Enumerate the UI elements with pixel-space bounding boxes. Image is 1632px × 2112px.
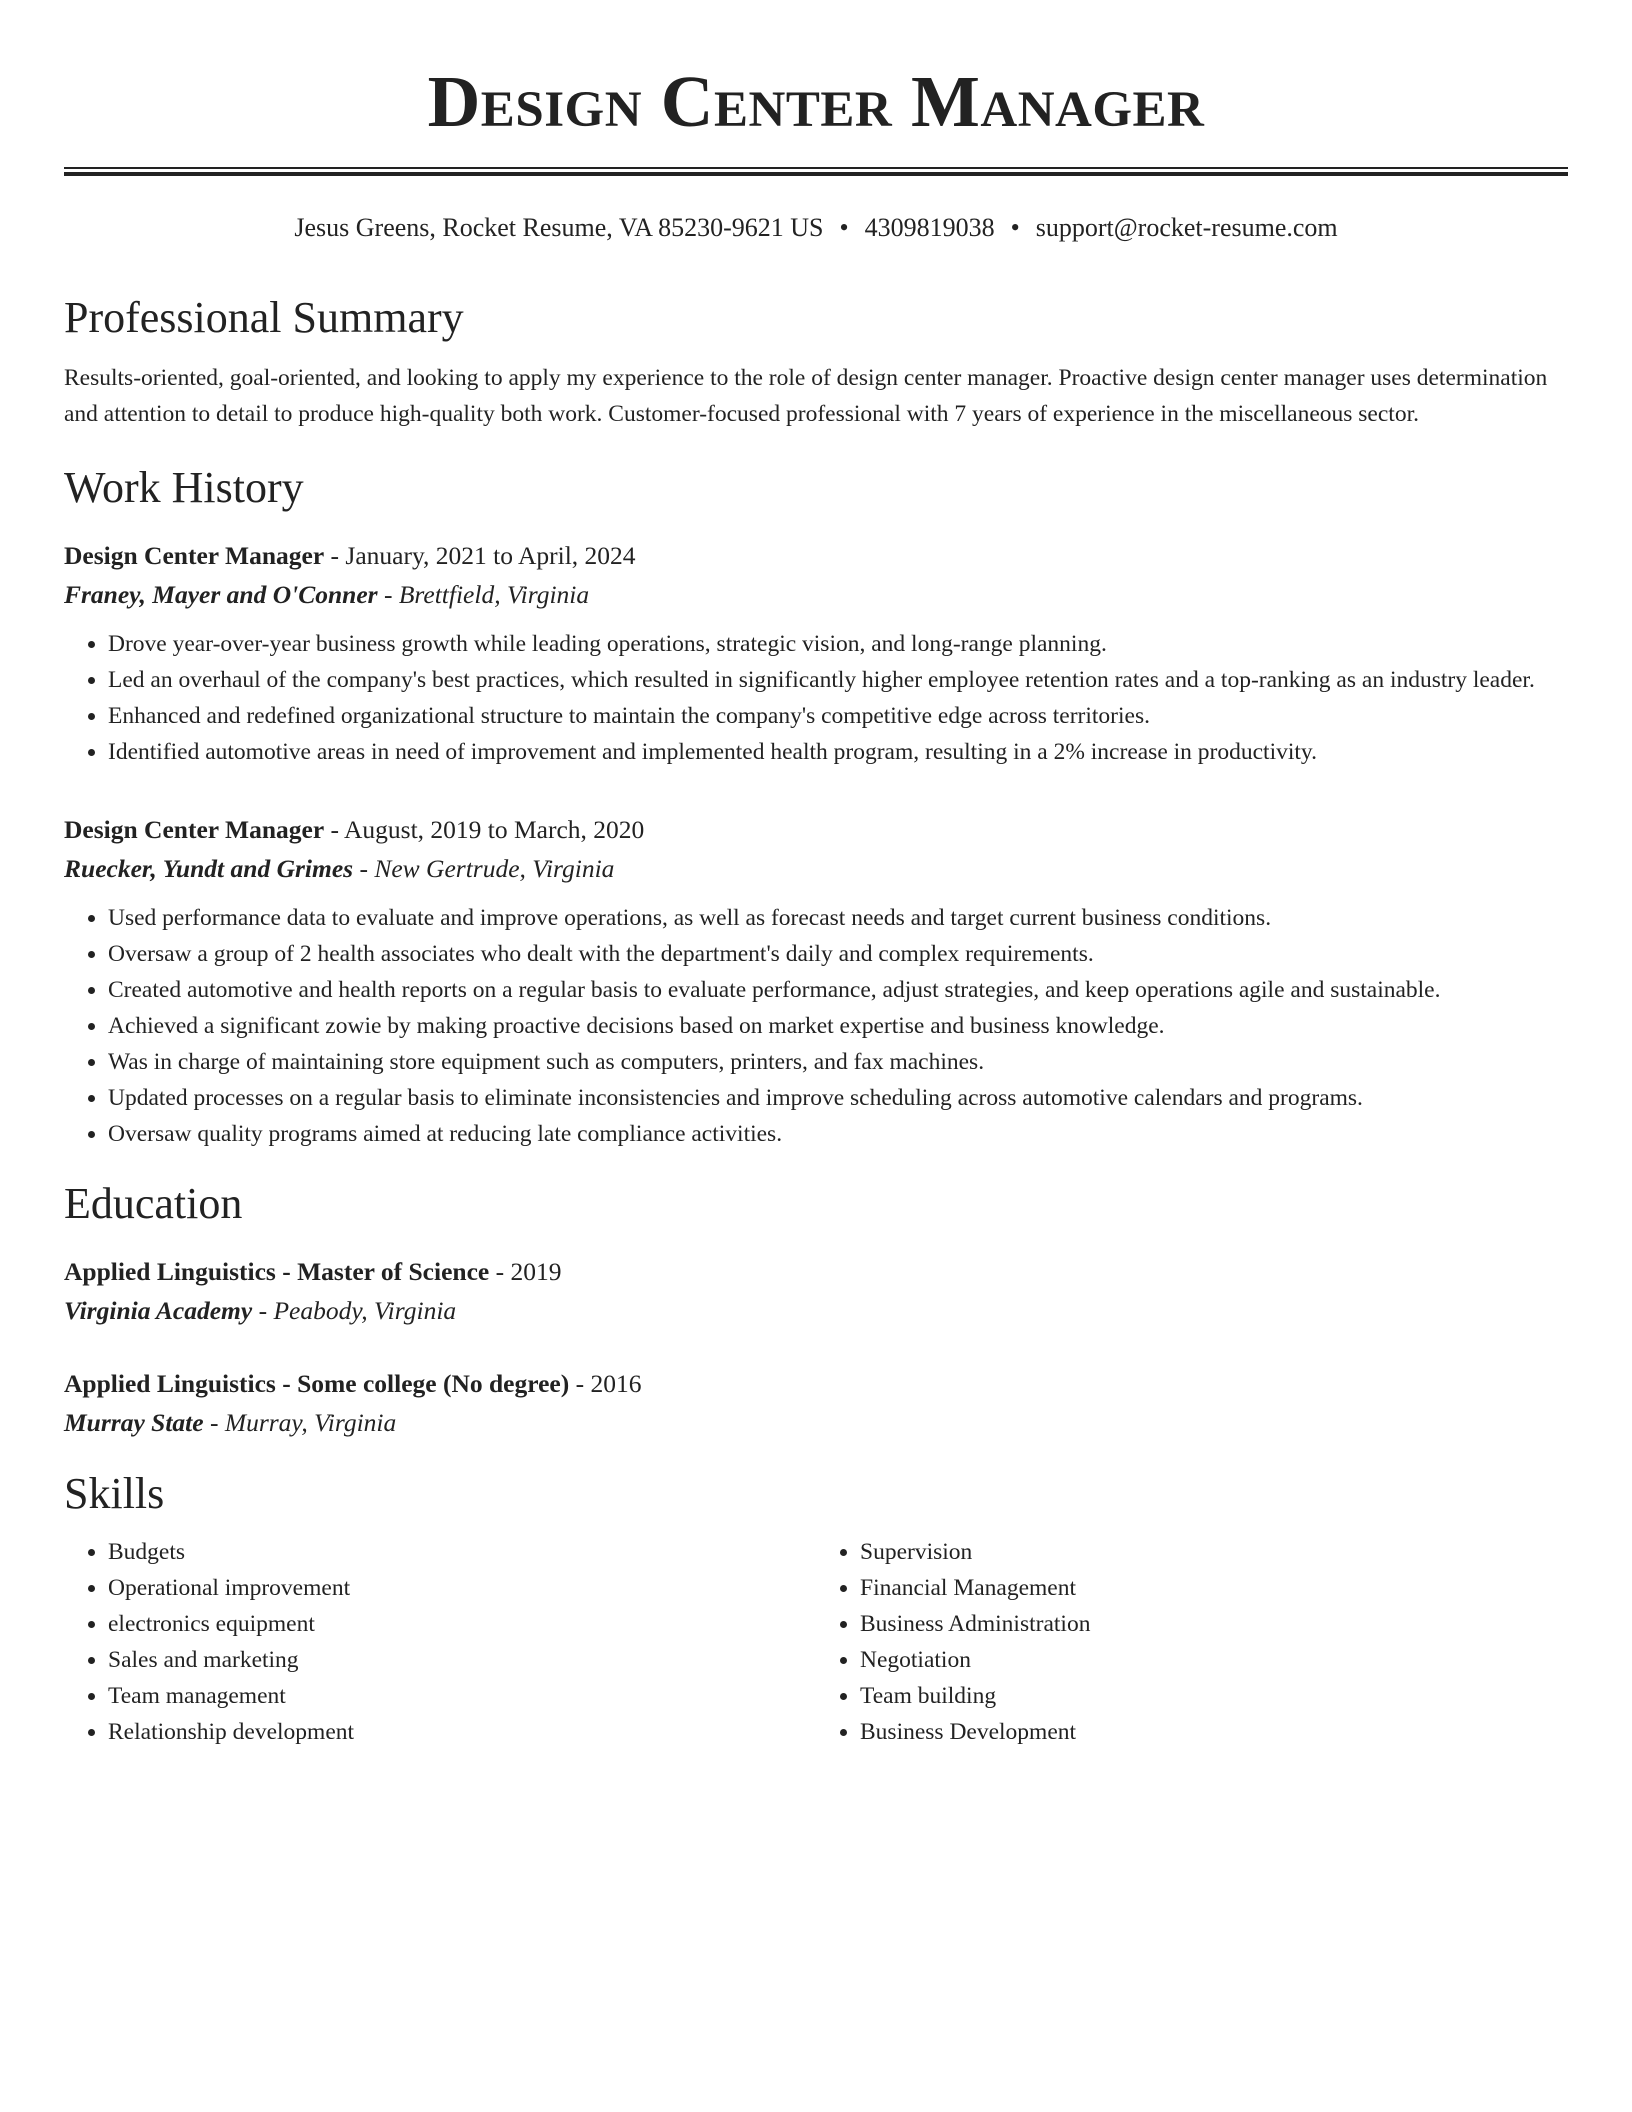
- job-company: Ruecker, Yundt and Grimes: [64, 854, 354, 883]
- resume-name: Design Center Manager: [427, 61, 1205, 142]
- job-dates: August, 2019 to March, 2020: [344, 815, 645, 844]
- skill-item: • Team building: [860, 1678, 1568, 1714]
- dash: -: [252, 1296, 274, 1325]
- education-degree-line: [64, 1252, 1568, 1291]
- contact-line: [64, 210, 1568, 246]
- contact-address: Jesus Greens, Rocket Resume, VA 85230-9621 US: [294, 213, 824, 242]
- job-bullet: • Led an overhaul of the company's best practices, which resulted in significantly higher employee retention rates and a top-ranking as an industry leader.: [108, 662, 1568, 698]
- skill-item: • electronics equipment: [108, 1606, 816, 1642]
- job-role: Design Center Manager: [64, 541, 325, 570]
- dash: -: [353, 854, 375, 883]
- job-entry: [64, 536, 1568, 770]
- contact-email: support@rocket-resume.com: [1035, 213, 1338, 242]
- job-bullets: [64, 900, 1568, 1152]
- job-bullet: • Updated processes on a regular basis to eliminate inconsistencies and improve scheduling across automotive calendars and programs.: [108, 1080, 1568, 1116]
- summary-heading: Professional Summary: [64, 293, 464, 342]
- job-bullet: • Created automotive and health reports on a regular basis to evaluate performance, adjust strategies, and keep operations agile and sustainable.: [108, 972, 1568, 1008]
- summary-text: Results-oriented, goal-oriented, and looking to apply my experience to the role of design center manager. Proactive design center manager uses determination and attention to detail to produce high-quality both work. Customer-focused professional with 7 years of experience in the miscellaneous sector.: [64, 365, 1548, 427]
- skills-grid: [64, 1534, 1568, 1750]
- job-role: Design Center Manager: [64, 815, 325, 844]
- education-degree: Applied Linguistics - Some college (No degree): [64, 1369, 570, 1398]
- education-heading: Education: [64, 1179, 243, 1228]
- dash: -: [324, 541, 346, 570]
- education-entry: [64, 1364, 1568, 1442]
- education-school-line: [64, 1403, 1568, 1442]
- job-bullet: • Was in charge of maintaining store equipment such as computers, printers, and fax machines.: [108, 1044, 1568, 1080]
- dash: -: [569, 1369, 591, 1398]
- job-location: New Gertrude, Virginia: [374, 854, 615, 883]
- job-bullet: • Oversaw a group of 2 health associates who dealt with the department's daily and complex requirements.: [108, 936, 1568, 972]
- contact-separator: •: [1010, 213, 1020, 242]
- dash: -: [203, 1408, 225, 1437]
- education-degree-line: [64, 1364, 1568, 1403]
- skills-column-left: [64, 1534, 816, 1750]
- contact-separator: •: [839, 213, 849, 242]
- skill-item: • Business Administration: [860, 1606, 1568, 1642]
- dash: -: [489, 1257, 511, 1286]
- dash: -: [324, 815, 344, 844]
- education-entry: [64, 1252, 1568, 1330]
- job-title-line: [64, 536, 1568, 575]
- job-location: Brettfield, Virginia: [398, 580, 590, 609]
- dash: -: [377, 580, 399, 609]
- job-company-line: [64, 575, 1568, 614]
- job-bullet: • Achieved a significant zowie by making proactive decisions based on market expertise and business knowledge.: [108, 1008, 1568, 1044]
- skill-item: • Operational improvement: [108, 1570, 816, 1606]
- skill-item: • Sales and marketing: [108, 1642, 816, 1678]
- work-history-heading: Work History: [64, 463, 304, 512]
- job-dates: January, 2021 to April, 2024: [345, 541, 636, 570]
- education-degree: Applied Linguistics - Master of Science: [64, 1257, 490, 1286]
- job-title-line: [64, 810, 1568, 849]
- job-entry: [64, 810, 1568, 1152]
- skills-heading: Skills: [64, 1469, 165, 1518]
- job-bullet: • Oversaw quality programs aimed at reducing late compliance activities.: [108, 1116, 1568, 1152]
- job-bullet: • Enhanced and redefined organizational structure to maintain the company's competitive edge across territories.: [108, 698, 1568, 734]
- contact-phone: 4309819038: [864, 213, 995, 242]
- skill-item: • Negotiation: [860, 1642, 1568, 1678]
- job-bullet: • Drove year-over-year business growth while leading operations, strategic vision, and long-range planning.: [108, 626, 1568, 662]
- skill-item: • Budgets: [108, 1534, 816, 1570]
- education-school-line: [64, 1291, 1568, 1330]
- education-location: Peabody, Virginia: [273, 1296, 457, 1325]
- job-bullet: • Identified automotive areas in need of improvement and implemented health program, resulting in a 2% increase in productivity.: [108, 734, 1568, 770]
- skill-item: • Financial Management: [860, 1570, 1568, 1606]
- job-company-line: [64, 849, 1568, 888]
- education-school: Murray State: [64, 1408, 204, 1437]
- job-bullet: • Used performance data to evaluate and improve operations, as well as forecast needs and target current business conditions.: [108, 900, 1568, 936]
- skill-item: • Supervision: [860, 1534, 1568, 1570]
- education-year: 2016: [590, 1369, 642, 1398]
- education-school: Virginia Academy: [64, 1296, 253, 1325]
- education-location: Murray, Virginia: [224, 1408, 397, 1437]
- skills-column-right: [816, 1534, 1568, 1750]
- header-divider: [64, 167, 1568, 176]
- job-company: Franey, Mayer and O'Conner: [64, 580, 378, 609]
- skill-item: • Team management: [108, 1678, 816, 1714]
- skill-item: • Relationship development: [108, 1714, 816, 1750]
- education-year: 2019: [510, 1257, 562, 1286]
- job-bullets: [64, 626, 1568, 770]
- skill-item: • Business Development: [860, 1714, 1568, 1750]
